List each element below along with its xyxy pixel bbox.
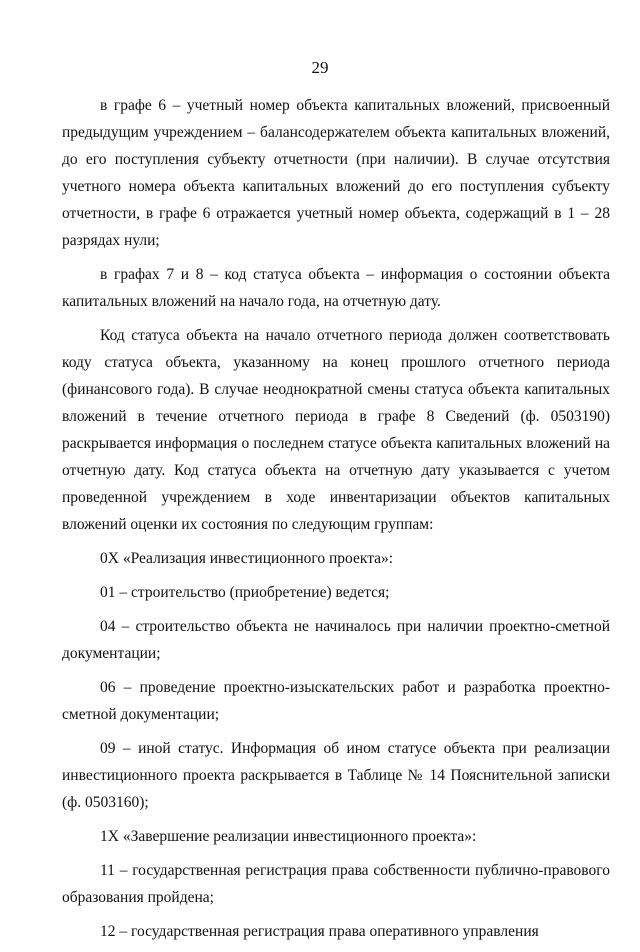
group-heading-1x: 1Х «Завершение реализации инвестиционного проекта»: bbox=[100, 828, 477, 845]
status-item-04: 04 – строительство объекта не начиналось при наличии проектно-сметной документации; bbox=[62, 618, 610, 662]
status-item-11: 11 – государственная регистрация права собственности публично-правового образования пройдена; bbox=[62, 862, 610, 906]
paragraph-columns-7-8: в графах 7 и 8 – код статуса объекта – информация о состоянии объекта капитальных вложений на начало года, на отчетную дату. bbox=[62, 266, 610, 310]
status-item-01: 01 – строительство (приобретение) ведется; bbox=[100, 584, 390, 601]
status-item-09: 09 – иной статус. Информация об ином статусе объекта при реализации инвестиционного проекта раскрывается в Таблице № 14 Пояснительной записки (ф. 0503160); bbox=[62, 740, 610, 811]
status-item-12: 12 – государственная регистрация права оперативного управления bbox=[100, 923, 539, 940]
paragraph-status-code: Код статуса объекта на начало отчетного периода должен соответствовать коду статуса объекта, указанному на конец прошлого отчетного периода (финансового года). В случае неоднократной смены статуса объекта капитальных вложений в течение отчетного периода в графе 8 Сведений (ф. 0503190) раскрывается информация о последнем статусе объекта капитальных вложений на отчетную дату. Код статуса объекта на отчетную дату указывается с учетом проведенной учреждением в ходе инвентаризации объектов капитальных вложений оценки их состояния по следующим группам: bbox=[62, 327, 610, 533]
page-number: 29 bbox=[311, 58, 329, 77]
group-heading-0x: 0Х «Реализация инвестиционного проекта»: bbox=[100, 550, 394, 567]
status-item-06: 06 – проведение проектно-изыскательских работ и разработка проектно-сметной документации; bbox=[62, 679, 610, 723]
paragraph-column-6: в графе 6 – учетный номер объекта капитальных вложений, присвоенный предыдущим учреждением – балансодержателем объекта капитальных вложений, до его поступления субъекту отчетности (при наличии). В случае отсутствия учетного номера объекта капитальных вложений до его поступления субъекту отчетности, в графе 6 отражается учетный номер объекта, содержащий в 1 – 28 разрядах нули; bbox=[62, 97, 610, 249]
document-body bbox=[62, 92, 610, 952]
